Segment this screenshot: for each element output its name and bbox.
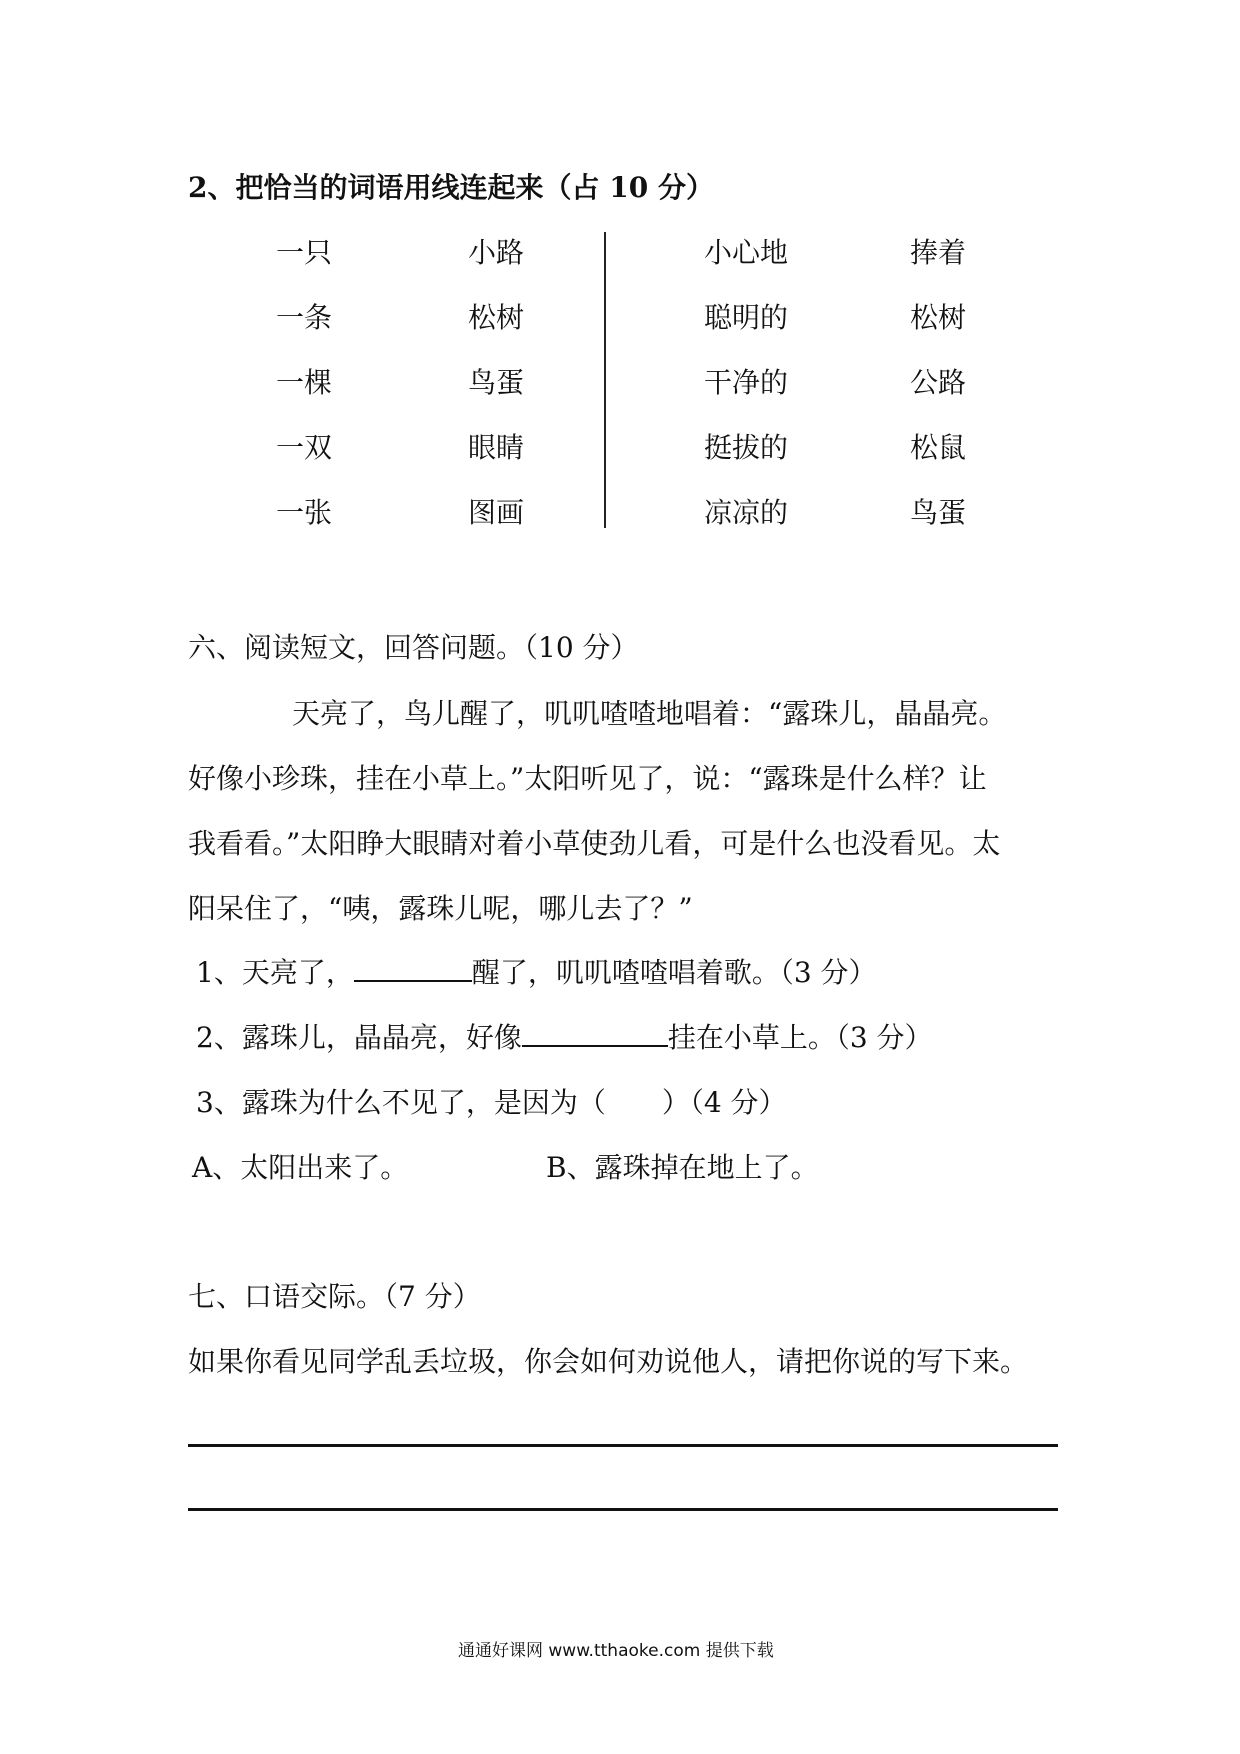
section7-title: 七、口语交际。（7 分） [188,1280,481,1313]
col3-item: 挺拔的 [704,431,789,464]
col3-item: 干净的 [704,366,789,399]
col4-item: 鸟蛋 [910,496,967,529]
question-2 [196,1016,933,1056]
writing-line[interactable] [188,1444,1058,1447]
col1-item: 一只 [276,236,333,269]
question-1-post: 醒了，叽叽喳喳唱着歌。（3 分） [471,956,877,989]
question-2-post: 挂在小草上。（3 分） [667,1021,933,1054]
passage-line: 天亮了，鸟儿醒了，叽叽喳喳地唱着：“露珠儿，晶晶亮。 [292,697,1007,730]
col4-item: 公路 [910,366,967,399]
section6-title: 六、阅读短文，回答问题。（10 分） [188,631,639,664]
question-3: 3、露珠为什么不见了，是因为（ ）（4 分） [196,1086,787,1119]
col3-item: 聪明的 [704,301,789,334]
col1-item: 一张 [276,496,333,529]
col3-item: 凉凉的 [704,496,789,529]
col4-item: 松鼠 [910,431,967,464]
col1-item: 一双 [276,431,333,464]
column-divider [604,232,606,528]
writing-line[interactable] [188,1508,1058,1511]
question-2-pre: 2、露珠儿，晶晶亮，好像 [196,1021,522,1054]
footer-text: 通通好课网 www.tthaoke.com 提供下载 [458,1641,774,1661]
section7-prompt: 如果你看见同学乱丢垃圾，你会如何劝说他人，请把你说的写下来。 [188,1345,1029,1378]
col2-item: 眼睛 [468,431,525,464]
col2-item: 鸟蛋 [468,366,525,399]
col2-item: 松树 [468,301,525,334]
option-b: B、露珠掉在地上了。 [546,1151,819,1184]
col1-item: 一条 [276,301,333,334]
option-a: A、太阳出来了。 [192,1151,409,1184]
passage-line: 我看看。”太阳睁大眼睛对着小草使劲儿看，可是什么也没看见。太 [188,827,1001,860]
col1-item: 一棵 [276,366,333,399]
col2-item: 小路 [468,236,525,269]
col2-item: 图画 [468,496,525,529]
section2-title: 2、把恰当的词语用线连起来（占 10 分） [188,171,714,204]
question-1 [196,951,877,991]
question-1-pre: 1、天亮了， [196,956,354,989]
answer-blank[interactable] [522,1017,668,1047]
col4-item: 捧着 [910,236,967,269]
answer-blank[interactable] [354,952,472,982]
col3-item: 小心地 [704,236,789,269]
passage-line: 好像小珍珠，挂在小草上。”太阳听见了，说：“露珠是什么样？让 [188,762,987,795]
col4-item: 松树 [910,301,967,334]
passage-line: 阳呆住了，“咦，露珠儿呢，哪儿去了？” [188,892,693,925]
